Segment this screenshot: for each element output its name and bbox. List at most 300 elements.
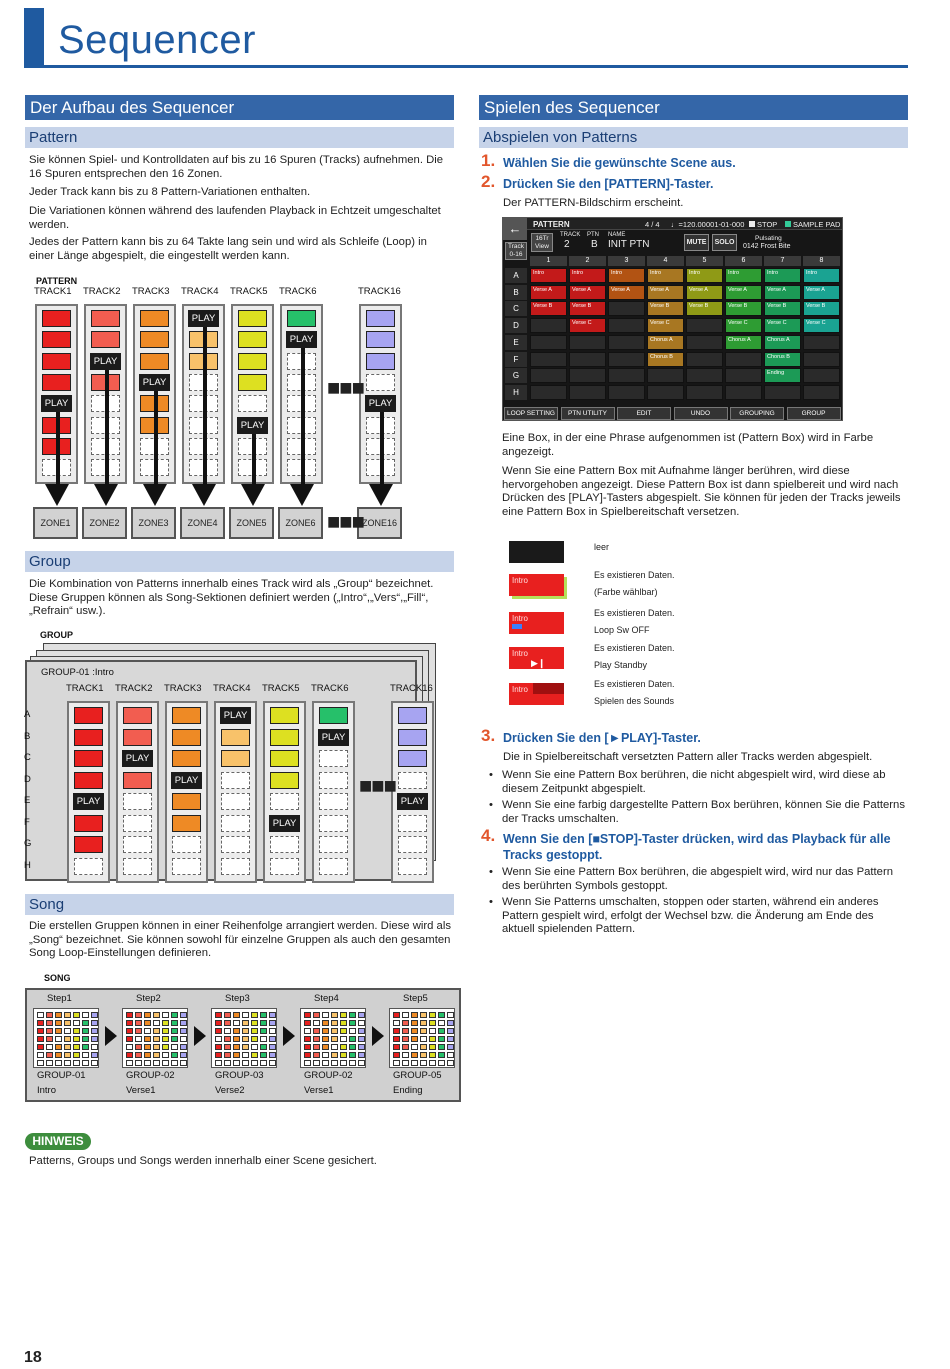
screen-pattern-box[interactable]: Chorus A <box>647 335 684 350</box>
pattern-box-mini <box>215 1052 222 1058</box>
screen-pattern-box[interactable]: Verse B <box>530 301 567 316</box>
pattern-box-mini <box>322 1060 329 1066</box>
pattern-box-mini <box>340 1028 347 1034</box>
screen-stop: STOP <box>757 220 778 229</box>
track-field-value[interactable]: 2 <box>564 239 570 250</box>
pattern-box-mini <box>171 1028 178 1034</box>
track-range-button[interactable]: Track 0-16 <box>505 242 527 260</box>
screen-track-header[interactable]: 8 <box>803 256 840 266</box>
screen-row-label: D <box>505 318 527 333</box>
screen-track-header[interactable]: 5 <box>686 256 723 266</box>
track-column <box>359 304 402 484</box>
pattern-box-mini <box>46 1028 53 1034</box>
step-subtext: Der PATTERN-Bildschirm erscheint. <box>503 197 684 209</box>
screen-pattern-box[interactable] <box>686 318 723 333</box>
page-number: 18 <box>24 1349 42 1366</box>
pattern-box-mini <box>269 1060 276 1066</box>
play-marker: PLAY <box>188 310 219 327</box>
song-group-thumbnail[interactable] <box>300 1008 366 1068</box>
screen-pattern-box[interactable] <box>569 352 606 367</box>
pattern-box[interactable] <box>140 331 169 348</box>
pattern-box[interactable] <box>221 772 250 789</box>
pattern-box-mini <box>447 1012 454 1018</box>
track-label: TRACK5 <box>230 286 268 297</box>
pattern-box-mini <box>91 1052 98 1058</box>
screen-status-bar <box>503 218 843 230</box>
pattern-box-mini <box>144 1028 151 1034</box>
pattern-box-mini <box>349 1020 356 1026</box>
name-field-value[interactable]: INIT PTN <box>608 239 650 250</box>
song-diagram <box>25 988 461 1102</box>
play-arrow-head <box>369 484 393 506</box>
pattern-box[interactable] <box>238 353 267 370</box>
screen-pattern-box[interactable] <box>686 368 723 383</box>
screen-pattern-box[interactable] <box>725 368 762 383</box>
song-group-thumbnail[interactable] <box>389 1008 455 1068</box>
pattern-box-mini <box>251 1044 258 1050</box>
pattern-box[interactable] <box>172 858 201 875</box>
pattern-box-mini <box>340 1044 347 1050</box>
pattern-box-mini <box>331 1020 338 1026</box>
track-column <box>280 304 323 484</box>
pattern-box[interactable] <box>398 772 427 789</box>
pattern-box[interactable] <box>74 858 103 875</box>
16tr-view-button[interactable]: 16Tr View <box>531 233 553 252</box>
pattern-box[interactable] <box>221 815 250 832</box>
back-button[interactable]: ← <box>503 218 527 240</box>
step-arrow <box>194 1026 206 1046</box>
legend-box-label: Intro <box>512 685 529 694</box>
screen-pattern-box[interactable] <box>608 385 645 400</box>
pattern-box[interactable] <box>123 815 152 832</box>
pattern-box-mini <box>153 1060 160 1066</box>
pattern-box-mini <box>331 1060 338 1066</box>
pattern-box-mini <box>73 1060 80 1066</box>
pattern-box[interactable] <box>74 750 103 767</box>
pattern-box-mini <box>73 1036 80 1042</box>
ptn-field-value[interactable]: B <box>591 239 598 250</box>
pattern-box[interactable] <box>123 858 152 875</box>
pattern-box[interactable] <box>366 353 395 370</box>
pattern-box-mini <box>162 1044 169 1050</box>
pattern-box[interactable] <box>270 772 299 789</box>
screen-pattern-box[interactable]: Verse B <box>569 301 606 316</box>
legend-box <box>509 647 564 669</box>
pattern-box-mini <box>447 1020 454 1026</box>
pattern-box-mini <box>162 1036 169 1042</box>
screen-pattern-box[interactable]: Intro <box>647 268 684 283</box>
screen-function-button[interactable]: GROUP <box>787 407 841 420</box>
screen-pattern-box[interactable]: Verse B <box>725 301 762 316</box>
pattern-box[interactable] <box>319 793 348 810</box>
screen-pattern-box[interactable]: Chorus B <box>647 352 684 367</box>
pattern-box-mini <box>304 1044 311 1050</box>
pattern-box[interactable] <box>172 815 201 832</box>
song-group-id: GROUP-02 <box>126 1070 175 1081</box>
pattern-box[interactable] <box>123 729 152 746</box>
play-arrow <box>301 348 305 485</box>
screen-pattern-box[interactable]: Verse A <box>530 285 567 300</box>
pattern-box[interactable] <box>42 331 71 348</box>
pattern-box[interactable] <box>319 836 348 853</box>
pattern-box-mini <box>55 1052 62 1058</box>
pattern-box-mini <box>349 1052 356 1058</box>
screen-pattern-box[interactable]: Verse B <box>647 301 684 316</box>
pattern-box[interactable] <box>238 395 267 412</box>
ellipsis: ■■■ <box>359 772 396 798</box>
pattern-box[interactable] <box>319 772 348 789</box>
bullet-item: • Wenn Sie Patterns umschalten, stoppen oder starten, während ein anderes Pattern gespielt wird, erfolgt der Wechsel bzw. die Änderung am Ende des aktuell spielenden Pattern. <box>502 896 906 937</box>
screen-pattern-box[interactable]: Intro <box>725 268 762 283</box>
play-marker: PLAY <box>90 353 121 370</box>
play-arrow-head <box>241 484 265 506</box>
pattern-box[interactable] <box>123 772 152 789</box>
screen-track-header[interactable]: 1 <box>530 256 567 266</box>
step-subtext: Die in Spielbereitschaft versetzten Pattern aller Tracks werden abgespielt. <box>503 751 873 763</box>
screen-track-header[interactable]: 7 <box>764 256 801 266</box>
pattern-box-mini <box>135 1060 142 1066</box>
pattern-box[interactable] <box>221 858 250 875</box>
screen-pattern-box[interactable] <box>608 352 645 367</box>
pattern-box-mini <box>447 1052 454 1058</box>
pattern-box-mini <box>393 1060 400 1066</box>
pattern-box[interactable] <box>398 858 427 875</box>
pattern-box-mini <box>304 1052 311 1058</box>
solo-button[interactable]: SOLO <box>712 234 737 251</box>
paragraph: Jeder Track kann bis zu 8 Pattern-Variationen enthalten. <box>29 186 311 198</box>
pattern-box[interactable] <box>74 836 103 853</box>
mute-button[interactable]: MUTE <box>684 234 709 251</box>
paragraph: Eine Box, in der eine Phrase aufgenommen ist (Pattern Box) wird in Farbe angezeigt. <box>502 432 874 458</box>
pattern-box-mini <box>393 1020 400 1026</box>
pattern-box-mini <box>304 1028 311 1034</box>
screen-pattern-box[interactable] <box>686 385 723 400</box>
screen-track-header[interactable]: 4 <box>647 256 684 266</box>
pattern-box-mini <box>73 1020 80 1026</box>
screen-row-label: B <box>505 285 527 300</box>
pattern-box[interactable] <box>270 729 299 746</box>
row-label: D <box>24 773 31 785</box>
screen-pattern-box[interactable] <box>608 301 645 316</box>
screen-pattern-box[interactable]: Verse A <box>569 285 606 300</box>
play-arrow-head <box>45 484 69 506</box>
pattern-box[interactable] <box>238 374 267 391</box>
screen-pattern-box[interactable]: Intro <box>569 268 606 283</box>
pattern-box-mini <box>242 1060 249 1066</box>
pattern-box-mini <box>358 1028 365 1034</box>
pattern-box[interactable] <box>398 750 427 767</box>
pattern-box[interactable] <box>270 750 299 767</box>
song-group-thumbnail[interactable] <box>211 1008 277 1068</box>
screen-pattern-box[interactable] <box>530 318 567 333</box>
play-arrow-head <box>94 484 118 506</box>
play-standby-icon: ▶❙ <box>531 658 546 668</box>
screen-pattern-box[interactable]: Chorus B <box>764 352 801 367</box>
pattern-box[interactable] <box>366 331 395 348</box>
screen-pattern-box[interactable]: Verse B <box>803 301 840 316</box>
play-marker: PLAY <box>397 793 428 810</box>
pattern-box[interactable] <box>172 707 201 724</box>
screen-track-header[interactable]: 3 <box>608 256 645 266</box>
legend-subtext: Spielen des Sounds <box>594 696 675 706</box>
pattern-box-mini <box>126 1044 133 1050</box>
pattern-box[interactable] <box>287 310 316 327</box>
pattern-box[interactable] <box>91 331 120 348</box>
screen-pattern-box[interactable] <box>803 368 840 383</box>
pattern-box-mini <box>144 1020 151 1026</box>
pattern-box[interactable] <box>270 836 299 853</box>
pattern-box[interactable] <box>366 374 395 391</box>
pattern-box-mini <box>64 1052 71 1058</box>
row-label: E <box>24 795 31 806</box>
screen-pattern-box[interactable]: Verse B <box>686 301 723 316</box>
pattern-box[interactable] <box>366 310 395 327</box>
screen-pattern-box[interactable] <box>569 335 606 350</box>
play-marker: PLAY <box>365 395 396 412</box>
pattern-box[interactable] <box>221 793 250 810</box>
zone-box: ZONE3 <box>131 507 176 539</box>
pattern-box[interactable] <box>140 310 169 327</box>
legend-box-label: Intro <box>512 649 529 658</box>
track-column <box>182 304 225 484</box>
pattern-box[interactable] <box>270 858 299 875</box>
stop-icon <box>749 221 755 227</box>
screen-pattern-box[interactable]: Verse A <box>608 285 645 300</box>
pattern-box-mini <box>46 1052 53 1058</box>
pattern-box[interactable] <box>74 707 103 724</box>
pattern-box-mini <box>91 1020 98 1026</box>
playing-progress <box>533 683 564 694</box>
play-arrow <box>154 391 158 486</box>
diagram-label: PATTERN <box>36 276 78 286</box>
screen-pattern-box[interactable]: Verse A <box>803 285 840 300</box>
track-label: TRACK4 <box>181 286 219 297</box>
screen-function-button[interactable]: EDIT <box>617 407 671 420</box>
pattern-box-mini <box>55 1036 62 1042</box>
screen-pattern-box[interactable] <box>530 335 567 350</box>
pattern-box[interactable] <box>270 793 299 810</box>
screen-track-header[interactable]: 2 <box>569 256 606 266</box>
track-label: TRACK2 <box>115 683 153 694</box>
pattern-box-mini <box>304 1020 311 1026</box>
track-column <box>133 304 176 484</box>
screen-pattern-box[interactable] <box>803 352 840 367</box>
legend-box <box>509 683 564 705</box>
screen-pattern-box[interactable] <box>686 352 723 367</box>
pattern-box[interactable] <box>74 772 103 789</box>
screen-pattern-box[interactable]: Verse A <box>764 285 801 300</box>
play-arrow <box>56 412 60 485</box>
zone-box: ZONE2 <box>82 507 127 539</box>
screen-pattern-box[interactable] <box>803 335 840 350</box>
pattern-box-mini <box>340 1052 347 1058</box>
pattern-box[interactable] <box>398 836 427 853</box>
pattern-box-mini <box>180 1036 187 1042</box>
pattern-box[interactable] <box>123 707 152 724</box>
screen-pattern-box[interactable] <box>647 368 684 383</box>
pattern-box-mini <box>180 1060 187 1066</box>
play-marker: PLAY <box>318 729 349 746</box>
screen-pattern-box[interactable]: Verse B <box>764 301 801 316</box>
pattern-box-mini <box>46 1012 53 1018</box>
pattern-box-mini <box>233 1020 240 1026</box>
pattern-box-mini <box>233 1044 240 1050</box>
screen-pattern-box[interactable] <box>608 335 645 350</box>
pattern-box-mini <box>402 1012 409 1018</box>
screen-track-header[interactable]: 6 <box>725 256 762 266</box>
pattern-box[interactable] <box>91 310 120 327</box>
screen-pattern-box[interactable] <box>764 385 801 400</box>
pattern-box-mini <box>180 1012 187 1018</box>
screen-pattern-box[interactable] <box>530 368 567 383</box>
track-column <box>214 701 257 883</box>
screen-pattern-box[interactable]: Chorus A <box>764 335 801 350</box>
screen-function-button[interactable]: UNDO <box>674 407 728 420</box>
screen-pattern-box[interactable]: Verse C <box>725 318 762 333</box>
pattern-box[interactable] <box>221 750 250 767</box>
pattern-box-mini <box>171 1052 178 1058</box>
screen-pattern-box[interactable] <box>530 385 567 400</box>
paragraph: Die Kombination von Patterns innerhalb eines Track wird als „Group“ bezeichnet. Diese Gruppen können als Song-Sektionen definiert werden („Intro“,„Vers“,„Fill“, „Refrain“ usw.). <box>29 578 434 618</box>
screen-pattern-box[interactable]: Intro <box>686 268 723 283</box>
pattern-box-mini <box>233 1012 240 1018</box>
screen-pattern-box[interactable]: Chorus A <box>725 335 762 350</box>
screen-pattern-box[interactable]: Intro <box>803 268 840 283</box>
pattern-box-mini <box>340 1060 347 1066</box>
pattern-box[interactable] <box>123 836 152 853</box>
pattern-box-mini <box>153 1052 160 1058</box>
pattern-box[interactable] <box>74 815 103 832</box>
play-arrow-head <box>143 484 167 506</box>
screen-pattern-box[interactable] <box>803 385 840 400</box>
screen-pattern-box[interactable] <box>725 352 762 367</box>
pattern-box[interactable] <box>172 729 201 746</box>
pattern-box-mini <box>349 1012 356 1018</box>
play-marker: PLAY <box>73 793 104 810</box>
screen-function-button[interactable]: PTN UTILITY <box>561 407 615 420</box>
legend-subtext: (Farbe wählbar) <box>594 587 658 597</box>
pattern-box-mini <box>260 1020 267 1026</box>
pattern-box-mini <box>82 1012 89 1018</box>
pattern-box[interactable] <box>42 374 71 391</box>
pattern-box[interactable] <box>42 310 71 327</box>
screen-pattern-box[interactable]: Intro <box>608 268 645 283</box>
step-arrow <box>372 1026 384 1046</box>
pattern-box-mini <box>402 1044 409 1050</box>
pattern-box[interactable] <box>319 815 348 832</box>
pattern-box-mini <box>64 1012 71 1018</box>
pattern-box-mini <box>242 1028 249 1034</box>
pattern-box-mini <box>260 1060 267 1066</box>
song-group-thumbnail[interactable] <box>122 1008 188 1068</box>
pattern-box[interactable] <box>398 707 427 724</box>
pattern-box[interactable] <box>319 858 348 875</box>
pattern-box[interactable] <box>140 353 169 370</box>
screen-pattern-box[interactable]: Ending <box>764 368 801 383</box>
pattern-box[interactable] <box>238 331 267 348</box>
screen-pattern-box[interactable] <box>725 385 762 400</box>
screen-pattern-box[interactable]: Verse C <box>803 318 840 333</box>
pattern-box-mini <box>144 1036 151 1042</box>
screen-pattern-box[interactable]: Verse C <box>569 318 606 333</box>
screen-pattern-box[interactable] <box>608 368 645 383</box>
pattern-box[interactable] <box>172 750 201 767</box>
screen-pattern-box[interactable] <box>569 368 606 383</box>
screen-function-button[interactable]: LOOP SETTING <box>504 407 558 420</box>
song-group-name: Verse1 <box>126 1085 156 1096</box>
pattern-box-mini <box>260 1044 267 1050</box>
pattern-box-mini <box>313 1052 320 1058</box>
pattern-box[interactable] <box>238 310 267 327</box>
pattern-box[interactable] <box>221 729 250 746</box>
zone-box: ZONE16 <box>357 507 402 539</box>
step-arrow <box>283 1026 295 1046</box>
screen-pattern-box[interactable]: Verse A <box>647 285 684 300</box>
pattern-box[interactable] <box>172 793 201 810</box>
screen-pattern-box[interactable] <box>569 385 606 400</box>
screen-pattern-box[interactable] <box>608 318 645 333</box>
song-group-thumbnail[interactable] <box>33 1008 99 1068</box>
pattern-box-mini <box>322 1036 329 1042</box>
pattern-box[interactable] <box>398 729 427 746</box>
screen-pattern-box[interactable] <box>647 385 684 400</box>
pattern-box[interactable] <box>319 707 348 724</box>
note-badge: HINWEIS <box>25 1133 91 1150</box>
pattern-box[interactable] <box>42 353 71 370</box>
pattern-box[interactable] <box>398 815 427 832</box>
pattern-box-mini <box>251 1036 258 1042</box>
pattern-box[interactable] <box>221 836 250 853</box>
screen-function-button[interactable]: GROUPING <box>730 407 784 420</box>
pattern-box[interactable] <box>74 729 103 746</box>
screen-pattern-box[interactable] <box>530 352 567 367</box>
pattern-box-mini <box>135 1044 142 1050</box>
pattern-box-mini <box>393 1044 400 1050</box>
screen-pattern-box[interactable]: Verse A <box>725 285 762 300</box>
screen-pattern-box[interactable]: Intro <box>530 268 567 283</box>
pattern-box[interactable] <box>123 793 152 810</box>
pattern-box-mini <box>260 1052 267 1058</box>
pattern-box-mini <box>402 1028 409 1034</box>
song-group-name: Intro <box>37 1085 57 1096</box>
song-group-id: GROUP-01 <box>37 1070 86 1081</box>
group-diagram <box>24 660 433 881</box>
screen-pattern-box[interactable]: Verse A <box>686 285 723 300</box>
pattern-box-mini <box>331 1028 338 1034</box>
pattern-box-mini <box>322 1028 329 1034</box>
pattern-box[interactable] <box>172 836 201 853</box>
pattern-box-mini <box>438 1044 445 1050</box>
subsection-title-playback: Abspielen von Patterns <box>479 127 908 148</box>
screen-pattern-box[interactable]: Verse C <box>764 318 801 333</box>
screen-pattern-box[interactable] <box>686 335 723 350</box>
section-title-playing: Spielen des Sequencer <box>479 95 908 120</box>
pattern-box-mini <box>224 1028 231 1034</box>
paragraph: Jedes der Pattern kann bis zu 64 Takte lang sein und wird als Schleife (Loop) in einer Länge abgespielt, die eingestellt werden kann. <box>29 236 427 262</box>
pattern-box-mini <box>73 1012 80 1018</box>
pattern-box[interactable] <box>319 750 348 767</box>
screen-pattern-box[interactable]: Verse C <box>647 318 684 333</box>
note-text: Patterns, Groups und Songs werden innerhalb einer Scene gesichert. <box>29 1155 377 1167</box>
play-marker: PLAY <box>269 815 300 832</box>
paragraph: Die Variationen können während des laufenden Playback in Echtzeit umgeschaltet werden. <box>29 205 441 231</box>
page-title: Sequencer <box>58 18 256 62</box>
pattern-box-mini <box>242 1044 249 1050</box>
pattern-box-mini <box>358 1060 365 1066</box>
pattern-box[interactable] <box>270 707 299 724</box>
screen-pattern-box[interactable]: Intro <box>764 268 801 283</box>
pattern-box-mini <box>420 1044 427 1050</box>
